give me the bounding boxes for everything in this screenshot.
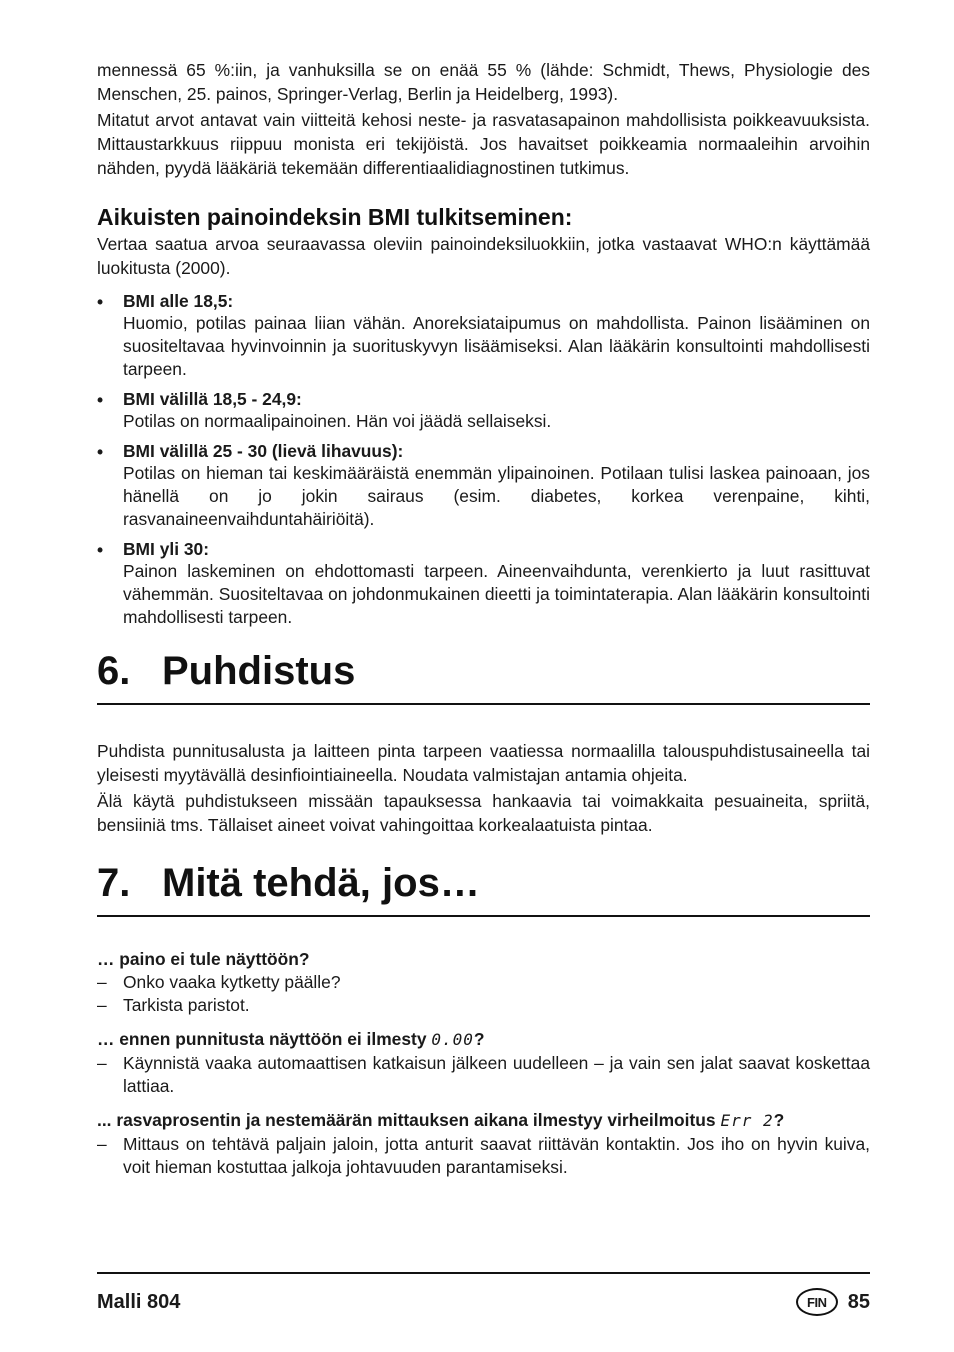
bmi-intro: Vertaa saatua arvoa seuraavassa oleviin painoindeksiluokkiin, jotka vastaavat WHO:n käyttämää luokitusta (2000). [97, 234, 870, 278]
list-item [97, 388, 870, 433]
faq-answer-text: Onko vaaka kytketty päälle? [123, 972, 341, 992]
faq-question-text: ... rasvaprosentin ja nestemäärän mittauksen aikana ilmestyy virheilmoitus [97, 1110, 721, 1130]
bmi-item-text: Painon laskeminen on ehdottomasti tarpeen. Aineenvaihdunta, verenkierto ja luut rasittuvat vähemmän. Suositeltavaa on johdonmukainen dieetti ja toimintaterapia. Alan lääkärin konsultointi mahdollisesti tarpeen. [123, 561, 870, 627]
section-title: Puhdistus [162, 649, 356, 693]
language-badge: FIN [796, 1288, 838, 1316]
list-item [97, 440, 870, 531]
faq-question-suffix: ? [773, 1110, 785, 1130]
lcd-display-code: 0.00 [431, 1030, 474, 1049]
list-item [97, 538, 870, 629]
faq-answer-text: Käynnistä vaaka automaattisen katkaisun jälkeen uudelleen – ja vain sen jalat saavat koskettaa lattiaa. [123, 1053, 870, 1096]
faq-answer-text: Tarkista paristot. [123, 995, 250, 1015]
footer-right [796, 1288, 870, 1316]
section-troubleshooting [97, 859, 870, 1179]
section-number: 6. [97, 649, 131, 693]
section-body [97, 947, 870, 1179]
section-cleaning [97, 647, 870, 837]
list-item [97, 290, 870, 381]
bmi-item-title: BMI alle 18,5: [123, 291, 234, 311]
bmi-item-text: Potilas on normaalipainoinen. Hän voi jäädä sellaiseksi. [123, 411, 552, 431]
bullet-icon: • [97, 292, 104, 312]
faq-question: … paino ei tule näyttöön? [97, 949, 310, 969]
section-heading [97, 859, 870, 917]
lcd-display-code: Err 2 [720, 1111, 774, 1130]
faq-answer [97, 1133, 870, 1179]
bullet-icon: • [97, 390, 104, 410]
bmi-heading: Aikuisten painoindeksin BMI tulkitseminen: [97, 204, 573, 230]
bmi-item-title: BMI välillä 25 - 30 (lievä lihavuus): [123, 441, 404, 461]
bmi-item-text: Potilas on hieman tai keskimääräistä enemmän ylipainoinen. Potilaan tulisi laskea painoaan, jos hänellä on jo jokin sairaus (esim. diabetes, korkea verenpaine, kihti, rasvanaineenvaihduntahäiriöitä). [123, 463, 870, 529]
model-name: Malli 804 [97, 1290, 181, 1313]
page-footer [97, 1272, 870, 1316]
dash-icon: – [97, 972, 107, 992]
faq-question-suffix: ? [473, 1029, 485, 1049]
dash-icon: – [97, 1053, 107, 1073]
faq-question [97, 1027, 870, 1052]
faq-answer-text: Mittaus on tehtävä paljain jaloin, jotta anturit saavat riittävän kontaktin. Jos iho on hyvin kuiva, voit hieman kostuttaa jalkoja johtavuuden parantamiseksi. [123, 1134, 870, 1177]
dash-icon: – [97, 995, 107, 1015]
page-content [97, 58, 870, 1179]
cleaning-paragraph: Älä käytä puhdistukseen missään tapauksessa hankaavia tai voimakkaita pesuaineita, spriitä, bensiiniä tms. Tällaiset aineet voivat vahingoittaa korkealaatuista pintaa. [97, 791, 870, 835]
dash-icon: – [97, 1134, 107, 1154]
bullet-icon: • [97, 540, 104, 560]
intro-paragraph: mennessä 65 %:iin, ja vanhuksilla se on enää 55 % (lähde: Schmidt, Thews, Physiologie des Menschen, 25. painos, Springer-Verlag, Berlin ja Heidelberg, 1993). [97, 60, 870, 104]
section-number: 7. [97, 861, 131, 905]
section-heading [97, 647, 870, 705]
bullet-icon: • [97, 442, 104, 462]
cleaning-paragraph: Puhdista punnitusalusta ja laitteen pinta tarpeen vaatiessa normaalilla talouspuhdistusaineella tai yleisesti myytävällä desinfiointiaineella. Noudata valmistajan antamia ohjeita. [97, 741, 870, 785]
bmi-list [97, 290, 870, 629]
faq-answer [97, 994, 870, 1017]
page-number: 85 [847, 1290, 870, 1313]
intro-paragraph: Mitatut arvot antavat vain viitteitä kehosi neste- ja rasvatasapainon mahdollisista poikkeavuuksista. Mittaustarkkuus riippuu monista eri tekijöistä. Jos havaitset poikkeamia normaaleihin arvoihin nähden, pyydä lääkäriä tekemään differentiaalidiagnostinen tutkimus. [97, 110, 870, 178]
section-title: Mitä tehdä, jos… [162, 861, 480, 905]
bmi-item-title: BMI yli 30: [123, 539, 210, 559]
faq-question [97, 1108, 870, 1133]
faq-answer [97, 971, 870, 994]
bmi-item-title: BMI välillä 18,5 - 24,9: [123, 389, 302, 409]
section-body [97, 739, 870, 837]
faq-question-text: … ennen punnitusta näyttöön ei ilmesty [97, 1029, 432, 1049]
faq-answer [97, 1052, 870, 1098]
bmi-item-text: Huomio, potilas painaa liian vähän. Anoreksiataipumus on mahdollista. Painon lisääminen on suositeltavaa hyvinvoinnin ja suorituskyvyn lisäämiseksi. Alan lääkärin konsultointi mahdollisesti tarpeen. [123, 313, 870, 379]
